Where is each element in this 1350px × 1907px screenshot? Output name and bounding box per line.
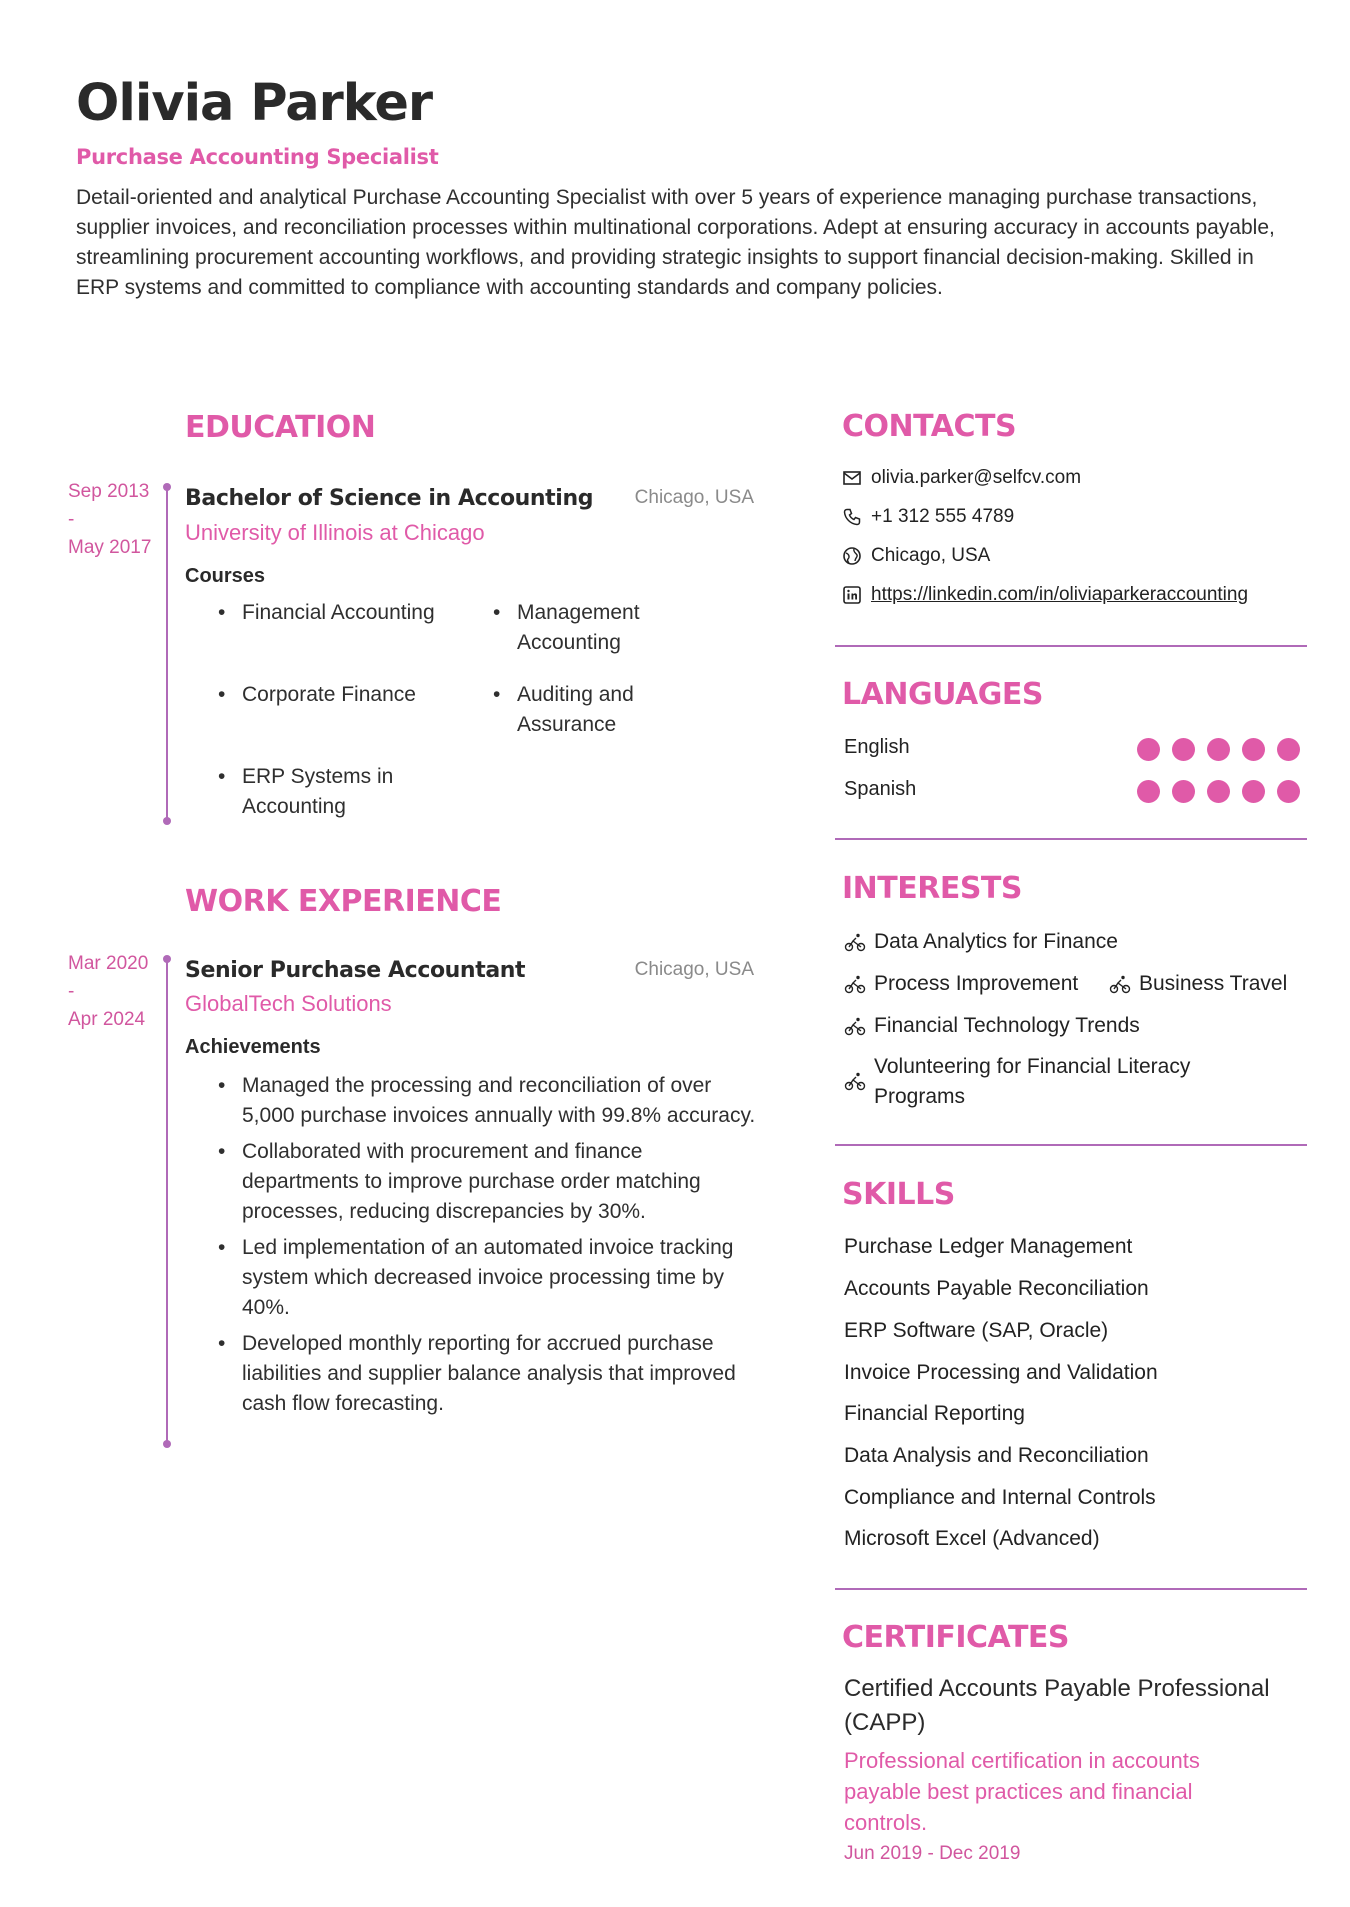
interest-label: Volunteering for Financial Literacy Programs — [874, 1055, 1191, 1108]
cycling-icon — [844, 1015, 866, 1037]
certificate-description: Professional certification in accounts payable best practices and financial controls. — [844, 1748, 1200, 1835]
section-divider — [835, 1588, 1307, 1590]
language-level-dot — [1137, 738, 1160, 761]
linkedin-icon — [842, 585, 862, 605]
contact-phone[interactable]: +1 312 555 4789 — [871, 506, 1015, 527]
interest-label: Process Improvement — [874, 972, 1079, 995]
section-divider — [835, 838, 1307, 840]
language-row-english — [844, 736, 1300, 759]
course-item: • Auditing and Assurance — [490, 680, 690, 740]
contacts-heading: CONTACTS — [842, 409, 1017, 444]
language-level-dot — [1207, 780, 1230, 803]
work-date-start: Mar 2020 — [68, 953, 149, 974]
education-date-separator: - — [68, 509, 75, 530]
education-date-start: Sep 2013 — [68, 481, 150, 502]
cycling-icon — [844, 973, 866, 995]
achievement-item: • Led implementation of an automated invoice tracking system which decreased invoice processing time by 40%. — [215, 1233, 760, 1323]
skill-item: Purchase Ledger Management — [844, 1235, 1133, 1258]
language-level-dot — [1207, 738, 1230, 761]
interest-item — [844, 969, 1078, 999]
certificate-name: Certified Accounts Payable Professional (CAPP) — [844, 1675, 1270, 1736]
work-company: GlobalTech Solutions — [185, 991, 392, 1016]
interest-item — [1109, 969, 1287, 999]
job-title: Purchase Accounting Specialist — [76, 145, 439, 169]
cycling-icon — [1109, 973, 1131, 995]
achievement-item: • Collaborated with procurement and finance departments to improve purchase order matching processes, reducing discrepancies by 30%. — [215, 1137, 760, 1227]
contact-phone-row — [842, 506, 1014, 528]
language-level-dot — [1137, 780, 1160, 803]
contact-location: Chicago, USA — [871, 545, 991, 566]
language-level-dot — [1242, 738, 1265, 761]
education-date-end: May 2017 — [68, 537, 152, 558]
resume-header — [76, 74, 1296, 303]
skills-heading: SKILLS — [842, 1177, 955, 1212]
courses-heading: Courses — [185, 565, 266, 587]
skill-item: Accounts Payable Reconciliation — [844, 1277, 1149, 1300]
language-level-dot — [1242, 780, 1265, 803]
education-heading: EDUCATION — [185, 410, 376, 445]
certificates-heading: CERTIFICATES — [842, 1620, 1070, 1655]
section-divider — [835, 645, 1307, 647]
education-location: Chicago, USA — [634, 487, 754, 508]
language-level-spanish — [1137, 780, 1300, 803]
achievements-heading: Achievements — [185, 1036, 321, 1058]
education-degree: Bachelor of Science in Accounting — [185, 486, 594, 511]
phone-icon — [842, 507, 862, 527]
globe-icon — [842, 546, 862, 566]
language-level-dot — [1277, 738, 1300, 761]
interests-heading: INTERESTS — [842, 871, 1022, 906]
language-name: Spanish — [844, 778, 917, 800]
contact-linkedin-row — [842, 584, 1248, 606]
language-name: English — [844, 736, 910, 758]
education-date-range — [68, 478, 168, 562]
contact-email-row — [842, 467, 1081, 489]
work-timeline-end-dot — [163, 1440, 171, 1448]
work-date-end: Apr 2024 — [68, 1009, 146, 1030]
section-divider — [835, 1144, 1307, 1146]
work-location: Chicago, USA — [634, 959, 754, 980]
candidate-name: Olivia Parker — [76, 74, 433, 133]
skill-item: Data Analysis and Reconciliation — [844, 1444, 1149, 1467]
course-item: • Corporate Finance — [215, 680, 455, 740]
cycling-icon — [844, 1070, 866, 1092]
skill-item: ERP Software (SAP, Oracle) — [844, 1319, 1109, 1342]
achievement-item: • Developed monthly reporting for accrued purchase liabilities and supplier balance analysis that improved cash flow forecasting. — [215, 1329, 760, 1419]
interest-label: Data Analytics for Finance — [874, 930, 1118, 953]
interest-label: Financial Technology Trends — [874, 1014, 1140, 1037]
interest-label: Business Travel — [1139, 972, 1288, 995]
education-timeline-line — [166, 487, 168, 821]
course-item: • ERP Systems in Accounting — [215, 762, 415, 822]
work-experience-heading: WORK EXPERIENCE — [185, 884, 502, 919]
language-level-english — [1137, 738, 1300, 761]
contact-linkedin-link[interactable]: https://linkedin.com/in/oliviaparkeraccounting — [871, 584, 1249, 605]
interest-item — [844, 927, 1118, 957]
language-level-dot — [1277, 780, 1300, 803]
profile-summary: Detail-oriented and analytical Purchase Accounting Specialist with over 5 years of experience managing purchase transactions, supplier invoices, and reconciliation processes within multinational corporations. Adept at ensuring accuracy in accounts payable, streamlining procurement accounting workflows, and providing strategic insights to support financial decision-making. Skilled in ERP systems and committed to compliance with accounting standards and company policies. — [76, 186, 1275, 299]
skill-item: Financial Reporting — [844, 1402, 1025, 1425]
course-item: • Financial Accounting — [215, 598, 455, 658]
language-row-spanish — [844, 778, 1300, 801]
course-item: • Management Accounting — [490, 598, 690, 658]
certificate-dates: Jun 2019 - Dec 2019 — [844, 1843, 1021, 1864]
courses-list — [215, 598, 775, 822]
cycling-icon — [844, 931, 866, 953]
work-date-separator: - — [68, 981, 75, 1002]
achievement-item: • Managed the processing and reconciliation of over 5,000 purchase invoices annually with 99.8% accuracy. — [215, 1071, 760, 1131]
language-level-dot — [1172, 738, 1195, 761]
interest-item — [844, 1052, 1234, 1112]
education-school: University of Illinois at Chicago — [185, 520, 485, 545]
work-role: Senior Purchase Accountant — [185, 958, 526, 983]
skill-item: Microsoft Excel (Advanced) — [844, 1527, 1100, 1550]
work-timeline-line — [166, 959, 168, 1444]
education-timeline-end-dot — [163, 817, 171, 825]
contact-email[interactable]: olivia.parker@selfcv.com — [871, 467, 1082, 488]
interest-item — [844, 1011, 1140, 1041]
achievements-list — [215, 1071, 760, 1425]
mail-icon — [842, 468, 862, 488]
skill-item: Invoice Processing and Validation — [844, 1361, 1158, 1384]
language-level-dot — [1172, 780, 1195, 803]
contact-location-row — [842, 545, 990, 567]
skill-item: Compliance and Internal Controls — [844, 1486, 1156, 1509]
work-date-range — [68, 950, 168, 1034]
languages-heading: LANGUAGES — [842, 677, 1043, 712]
